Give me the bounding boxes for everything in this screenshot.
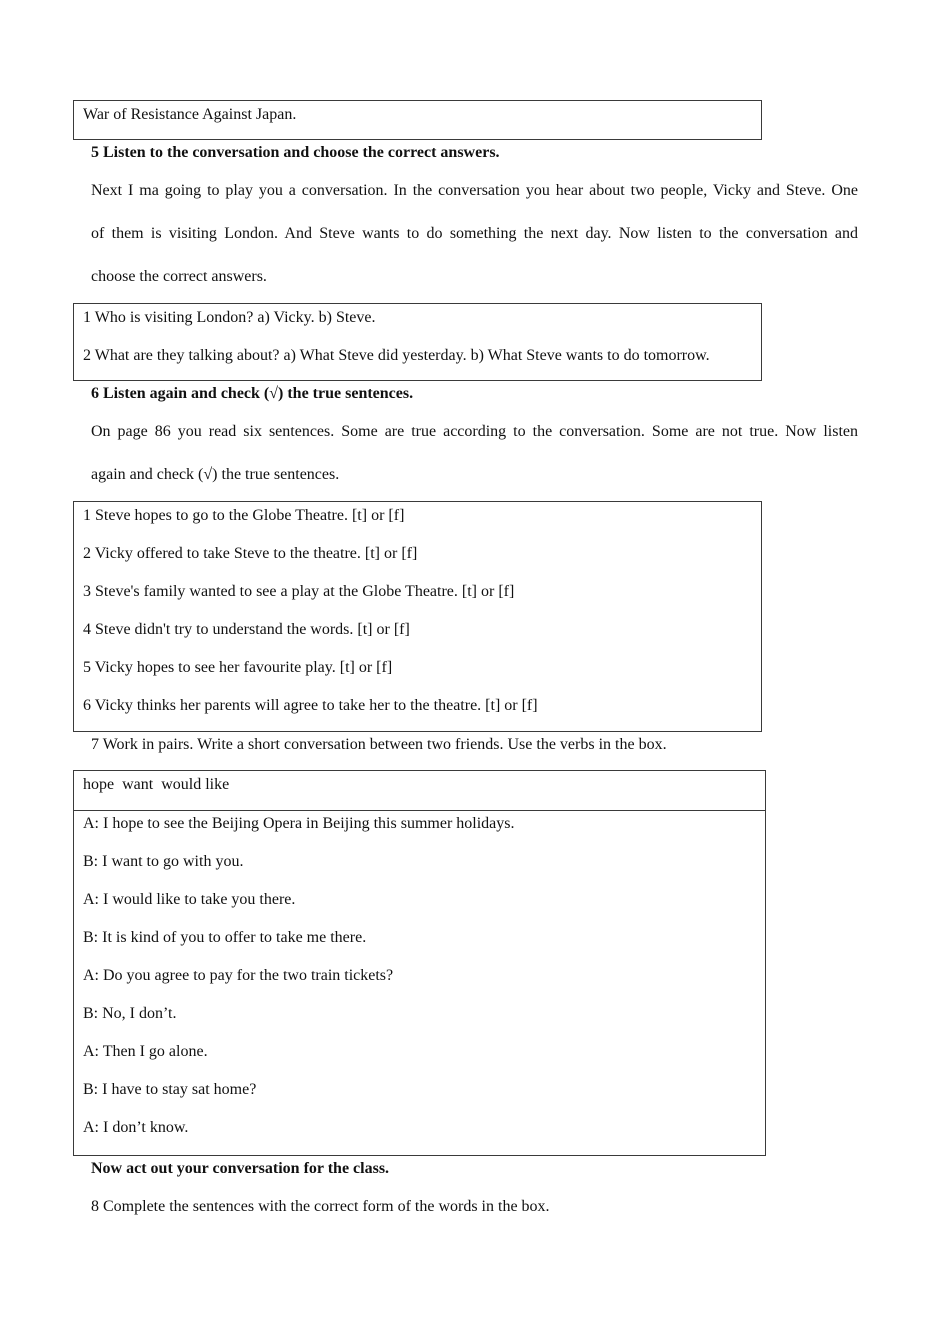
dialogue-line-9: A: I don’t know. <box>83 1119 189 1136</box>
dialogue-line-5: A: Do you agree to pay for the two train tickets? <box>83 967 394 984</box>
section5-paragraph-line-3: choose the correct answers. <box>91 268 267 285</box>
section6-paragraph-line-1: On page 86 you read six sentences. Some are true according to the conversation. Some are not true. Now listen <box>91 423 858 440</box>
section5-questions-box <box>73 303 762 381</box>
section7-heading: 7 Work in pairs. Write a short conversation between two friends. Use the verbs in the box. <box>91 736 667 753</box>
section7-table <box>73 770 766 1156</box>
sentence-6: 6 Vicky thinks her parents will agree to take her to the theatre. [t] or [f] <box>83 697 538 714</box>
dialogue-line-1: A: I hope to see the Beijing Opera in Beijing this summer holidays. <box>83 815 515 832</box>
verb-box: hope want would like <box>83 776 230 793</box>
intro-box <box>73 100 762 140</box>
section5-paragraph-line-1: Next I ma going to play you a conversation. In the conversation you hear about two people, Vicky and Steve. One <box>91 182 858 199</box>
intro-text: War of Resistance Against Japan. <box>83 106 297 123</box>
section5-heading: 5 Listen to the conversation and choose the correct answers. <box>91 144 500 161</box>
question-1: 1 Who is visiting London? a) Vicky. b) Steve. <box>83 309 376 326</box>
section6-heading: 6 Listen again and check (√) the true sentences. <box>91 385 414 402</box>
sentence-2: 2 Vicky offered to take Steve to the theatre. [t] or [f] <box>83 545 418 562</box>
act-out-instruction: Now act out your conversation for the class. <box>91 1160 390 1177</box>
table-divider <box>74 810 765 811</box>
section5-paragraph-line-2: of them is visiting London. And Steve wants to do something the next day. Now listen to the conversation and <box>91 225 858 242</box>
sentence-4: 4 Steve didn't try to understand the words. [t] or [f] <box>83 621 410 638</box>
dialogue-line-2: B: I want to go with you. <box>83 853 244 870</box>
section6-paragraph-line-2: again and check (√) the true sentences. <box>91 466 340 483</box>
section6-sentences-box <box>73 501 762 732</box>
dialogue-line-8: B: I have to stay sat home? <box>83 1081 257 1098</box>
dialogue-line-6: B: No, I don’t. <box>83 1005 177 1022</box>
sentence-5: 5 Vicky hopes to see her favourite play. [t] or [f] <box>83 659 393 676</box>
sentence-1: 1 Steve hopes to go to the Globe Theatre. [t] or [f] <box>83 507 405 524</box>
question-2: 2 What are they talking about? a) What Steve did yesterday. b) What Steve wants to do tomorrow. <box>83 347 710 364</box>
dialogue-line-3: A: I would like to take you there. <box>83 891 296 908</box>
sentence-3: 3 Steve's family wanted to see a play at the Globe Theatre. [t] or [f] <box>83 583 515 600</box>
dialogue-line-4: B: It is kind of you to offer to take me there. <box>83 929 367 946</box>
section8-heading: 8 Complete the sentences with the correct form of the words in the box. <box>91 1198 550 1215</box>
dialogue-line-7: A: Then I go alone. <box>83 1043 208 1060</box>
